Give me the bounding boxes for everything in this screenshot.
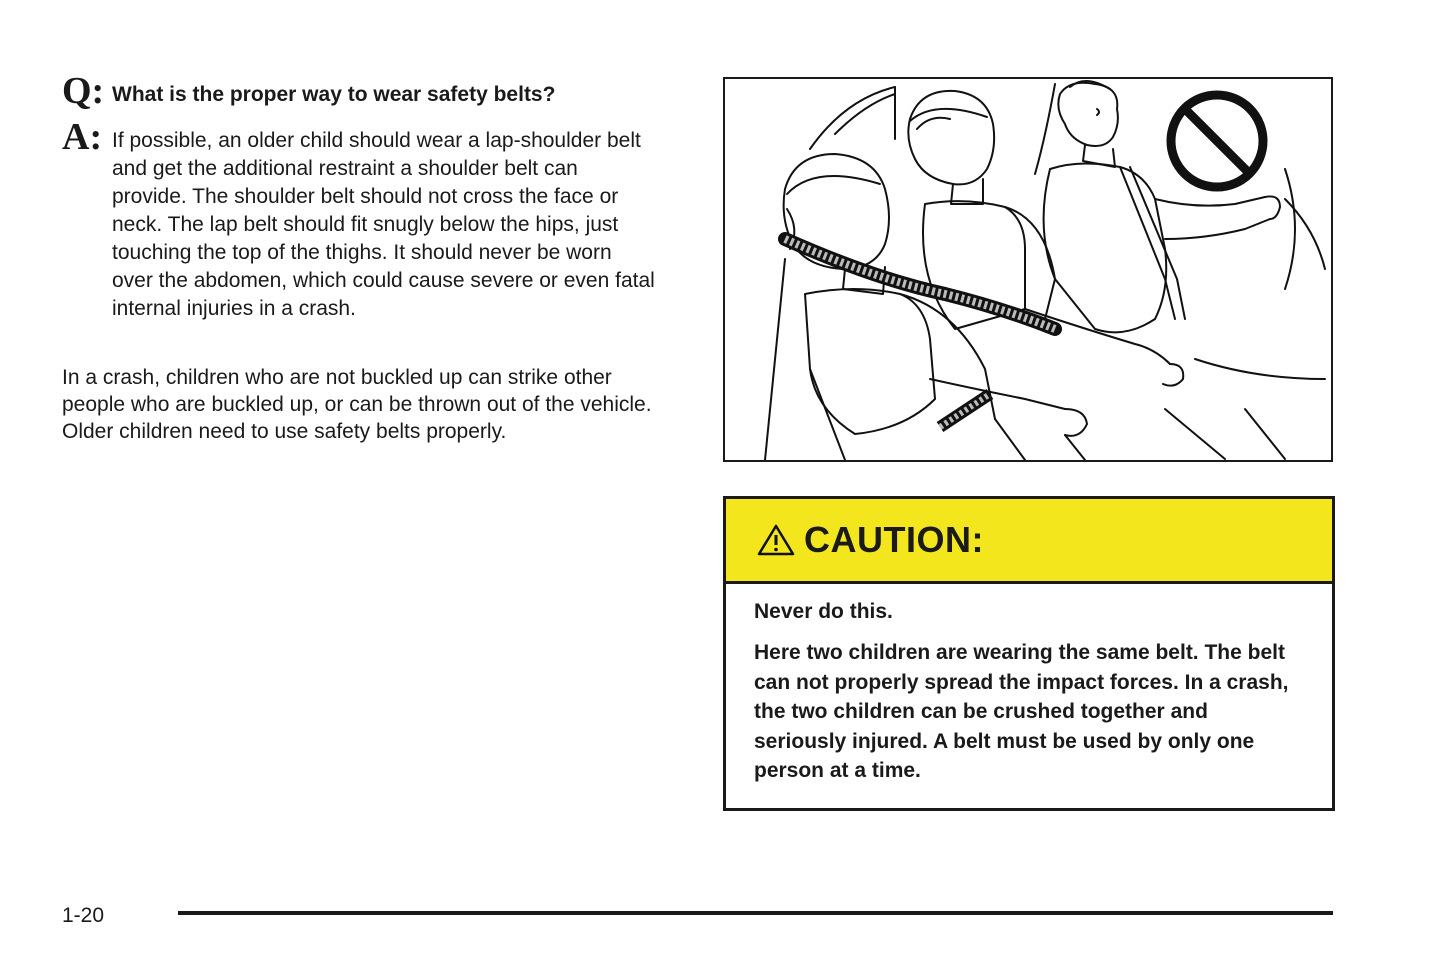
question-marker: Q: [62, 70, 105, 112]
seatbelt-illustration [723, 77, 1333, 462]
driver-torso [1044, 163, 1167, 332]
caution-body [726, 584, 1332, 786]
child2-torso [805, 289, 935, 434]
driver-belt-edge-2 [1130, 167, 1185, 319]
caution-box [723, 496, 1335, 811]
caution-text-1: Never do this. [754, 600, 893, 623]
caution-header [726, 499, 1332, 584]
steering-wheel [1285, 169, 1295, 289]
driver-hand [1265, 196, 1280, 219]
body-paragraph: In a crash, children who are not buckled up can strike other people who are buckled up, or can be thrown out of the vehicle. Older children need to use safety belts properly. [62, 366, 652, 443]
caution-title: CAUTION: [804, 519, 984, 560]
answer-marker: A: [62, 116, 103, 158]
child1-head [908, 91, 994, 185]
child1-hand [1163, 364, 1183, 386]
seatbelt-drawing [725, 79, 1331, 460]
answer-row [62, 118, 662, 323]
page-number: 1-20 [62, 904, 105, 927]
answer-text: If possible, an older child should wear a lap-shoulder belt and get the additional restraint a shoulder belt can provide. The shoulder belt should not cross the face or neck. The lap belt should fit snugly below the hips, just touching the top of the thighs. It should never be worn over the abdomen, which could cause severe or even fatal internal injuries in a crash. [112, 129, 655, 320]
footer-rule [178, 911, 1333, 915]
caution-text-2: Here two children are wearing the same belt. The belt can not properly spread the impact forces. In a crash, the two children can be crushed together and seriously injured. A belt must be used by only one person at a time. [754, 641, 1289, 782]
prohibited-icon [1171, 95, 1263, 187]
driver-belt-edge-1 [1120, 167, 1175, 319]
question-text: What is the proper way to wear safety belts? [112, 83, 556, 106]
question-row [62, 72, 555, 110]
child2-hand [1065, 409, 1087, 436]
driver-head [1058, 83, 1118, 146]
warning-triangle-icon [756, 523, 796, 557]
door-pillar [1035, 84, 1055, 174]
